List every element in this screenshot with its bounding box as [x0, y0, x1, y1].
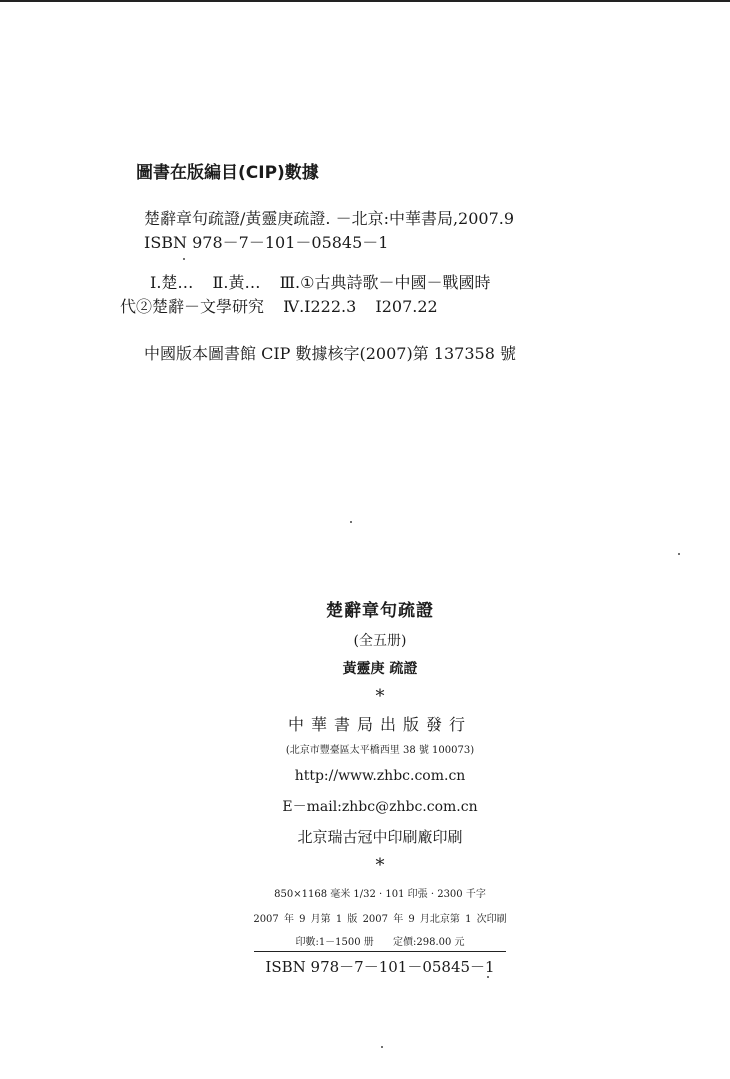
print-run: 印數:1－1500 册	[295, 937, 374, 948]
scan-speck	[381, 1046, 383, 1048]
publisher-email: E－mail:zhbc@zhbc.com.cn	[282, 799, 478, 815]
class-item: 代②楚辭－文學研究	[120, 297, 265, 316]
publisher-line: 中華書局出版發行	[287, 715, 472, 734]
scan-speck	[678, 553, 680, 555]
price: 定價:298.00 元	[393, 937, 465, 948]
colophon-isbn: ISBN 978－7－101－05845－1	[265, 958, 495, 976]
cip-isbn: ISBN 978－7－101－05845－1	[144, 233, 389, 252]
book-title: 楚辭章句疏證	[326, 601, 434, 621]
publisher-address: (北京市豐臺區太平橋西里 38 號 100073)	[285, 745, 475, 756]
format-specs: 850×1168 毫米 1/32 · 101 印張 · 2300 千字	[274, 889, 486, 900]
scan-speck	[350, 521, 352, 523]
printer-line: 北京瑞古冠中印刷廠印刷	[297, 828, 463, 846]
cip-title-line: 楚辭章句疏證/黃靈庚疏證. －北京:中華書局,2007.9	[144, 209, 515, 228]
class-item: Ⅲ.①古典詩歌－中國－戰國時	[279, 273, 491, 292]
print-run-price-row	[254, 933, 506, 952]
cip-classification-line-1	[150, 271, 640, 295]
publisher-website: http://www.zhbc.com.cn	[294, 768, 466, 784]
class-item: I207.22	[375, 297, 438, 316]
separator-star: *	[375, 686, 385, 707]
class-item: Ⅰ.楚…	[150, 273, 194, 292]
class-item: Ⅱ.黃…	[212, 273, 261, 292]
cip-data-block	[120, 158, 640, 364]
class-item: Ⅳ.I222.3	[283, 297, 357, 316]
scan-speck	[487, 976, 489, 978]
volume-count: (全五册)	[353, 633, 407, 649]
edition-dates: 2007 年 9 月第 1 版 2007 年 9 月北京第 1 次印刷	[253, 914, 507, 925]
cip-classification-line-2	[120, 295, 640, 319]
scan-speck	[183, 258, 185, 260]
separator-star: *	[375, 855, 385, 876]
cip-heading: 圖書在版編目(CIP)數據	[136, 163, 319, 183]
cip-record-number: 中國版本圖書館 CIP 數據核字(2007)第 137358 號	[144, 344, 516, 363]
author-line: 黃靈庚 疏證	[342, 661, 418, 677]
colophon-block	[230, 596, 530, 977]
top-border-rule	[0, 0, 730, 2]
